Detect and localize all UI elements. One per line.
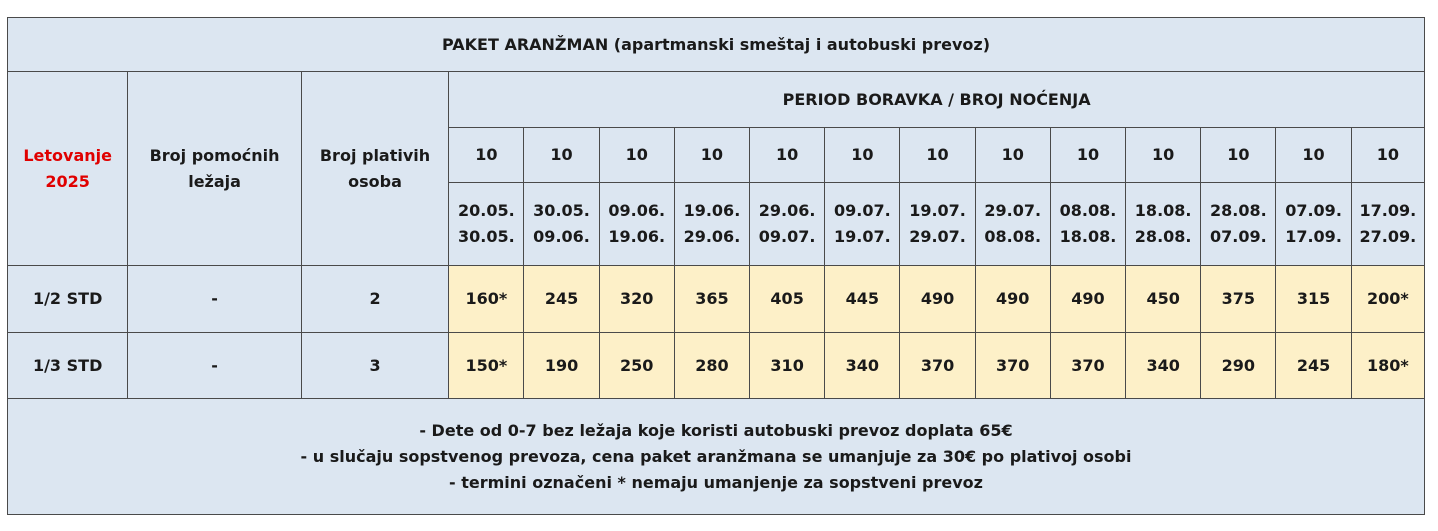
extra-beds-cell: - [128,333,301,399]
room-type-cell: 1/2 STD [8,266,128,333]
season-label-cell [8,72,128,266]
room-type-cell: 1/3 STD [8,333,128,399]
date-from: 29.06. [758,201,816,220]
date-range-cell [975,183,1050,266]
date-to: 09.06. [533,227,590,246]
col-payers-label-line2: osoba [348,171,402,191]
nights-cell: 10 [674,128,749,183]
price-cell: 200* [1351,266,1424,333]
date-to: 08.08. [984,227,1042,246]
notes-row [8,399,1425,515]
date-from: 09.07. [833,201,891,220]
price-cell: 445 [825,266,900,333]
table-title: PAKET ARANŽMAN (apartmanski smeštaj i autobuski prevoz) [8,18,1425,72]
price-cell: 370 [900,333,975,399]
nights-cell: 10 [1351,128,1424,183]
nights-cell: 10 [750,128,825,183]
date-to: 17.09. [1285,227,1342,246]
nights-cell: 10 [449,128,524,183]
date-to: 29.06. [683,227,741,246]
period-header-row [8,72,1425,128]
date-to: 19.07. [833,227,891,246]
date-to: 09.07. [758,227,816,246]
col-beds-header [128,72,301,266]
price-cell: 245 [524,266,599,333]
date-range-cell [1351,183,1424,266]
price-cell: 310 [750,333,825,399]
date-range-cell [599,183,674,266]
date-to: 07.09. [1210,227,1267,246]
col-beds-label-line2: ležaja [188,171,241,191]
price-cell: 160* [449,266,524,333]
date-from: 20.05. [457,201,515,220]
nights-cell: 10 [825,128,900,183]
nights-cell: 10 [1126,128,1201,183]
price-cell: 490 [975,266,1050,333]
date-range-cell [449,183,524,266]
price-cell: 180* [1351,333,1424,399]
date-from: 07.09. [1285,201,1342,220]
col-payers-label-line1: Broj plativih [319,145,431,165]
date-to: 19.06. [608,227,666,246]
nights-cell: 10 [975,128,1050,183]
paying-persons-cell: 2 [301,266,448,333]
price-cell: 150* [449,333,524,399]
price-cell: 370 [975,333,1050,399]
note-asterisk: - termini označeni * nemaju umanjenje za sopstveni prevoz [449,472,983,492]
nights-cell: 10 [524,128,599,183]
notes-cell [8,399,1425,515]
price-cell: 490 [1050,266,1125,333]
date-from: 19.07. [909,201,966,220]
date-to: 27.09. [1359,227,1417,246]
date-to: 30.05. [457,227,515,246]
price-cell: 375 [1201,266,1276,333]
price-cell: 405 [750,266,825,333]
date-from: 28.08. [1210,201,1267,220]
nights-cell: 10 [599,128,674,183]
price-cell: 340 [1126,333,1201,399]
date-range-cell [524,183,599,266]
date-to: 18.08. [1059,227,1117,246]
date-from: 09.06. [608,201,666,220]
date-range-cell [1276,183,1351,266]
date-from: 08.08. [1059,201,1117,220]
date-from: 29.07. [984,201,1042,220]
nights-cell: 10 [1276,128,1351,183]
date-to: 28.08. [1134,227,1192,246]
table-row [8,333,1425,399]
price-cell: 280 [674,333,749,399]
price-cell: 370 [1050,333,1125,399]
date-from: 30.05. [533,201,590,220]
price-cell: 340 [825,333,900,399]
nights-cell: 10 [1050,128,1125,183]
season-label-line2: 2025 [45,171,90,191]
price-cell: 315 [1276,266,1351,333]
note-own-transport: - u slučaju sopstvenog prevoza, cena paket aranžmana se umanjuje za 30€ po plativoj osobi [300,446,1132,466]
paying-persons-cell: 3 [301,333,448,399]
date-range-cell [750,183,825,266]
title-row [8,18,1425,72]
price-cell: 190 [524,333,599,399]
price-cell: 490 [900,266,975,333]
date-from: 17.09. [1359,201,1417,220]
date-range-cell [674,183,749,266]
date-range-cell [825,183,900,266]
price-table [7,17,1425,515]
price-cell: 320 [599,266,674,333]
price-cell: 450 [1126,266,1201,333]
price-cell: 245 [1276,333,1351,399]
date-to: 29.07. [909,227,966,246]
price-cell: 250 [599,333,674,399]
date-from: 19.06. [683,201,741,220]
note-child-surcharge: - Dete od 0-7 bez ležaja koje koristi autobuski prevoz doplata 65€ [419,420,1013,440]
season-label-line1: Letovanje [23,145,112,165]
period-header: PERIOD BORAVKA / BROJ NOĆENJA [449,72,1425,128]
date-from: 18.08. [1134,201,1192,220]
table-row [8,266,1425,333]
col-beds-label-line1: Broj pomoćnih [149,145,280,165]
nights-cell: 10 [900,128,975,183]
col-payers-header [301,72,448,266]
date-range-cell [1126,183,1201,266]
price-cell: 365 [674,266,749,333]
date-range-cell [1050,183,1125,266]
price-cell: 290 [1201,333,1276,399]
date-range-cell [900,183,975,266]
nights-cell: 10 [1201,128,1276,183]
date-range-cell [1201,183,1276,266]
extra-beds-cell: - [128,266,301,333]
